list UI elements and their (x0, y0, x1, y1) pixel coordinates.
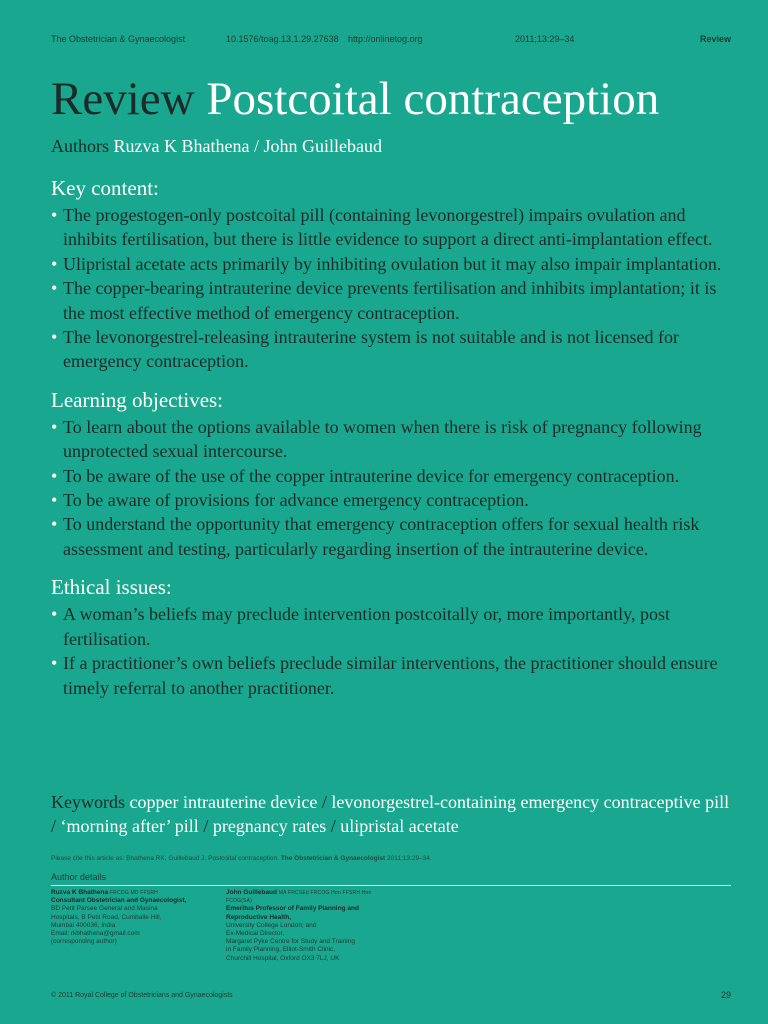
summary-sections (51, 173, 730, 711)
keyword-term: copper intrauterine device (129, 792, 318, 812)
authors-label: Authors (51, 136, 109, 156)
list-item (51, 252, 730, 276)
author-details-column (226, 889, 391, 963)
keyword-term: ‘morning after’ pill (60, 816, 199, 837)
list-item-text: To be aware of provisions for advance emergency contraception. (63, 490, 529, 511)
author-details-column (51, 889, 221, 946)
author-detail-line: University College London; and (226, 921, 317, 929)
bullet-icon: • (51, 490, 58, 511)
footer-copyright: © 2011 Royal College of Obstetricians and Gynaecologists (51, 992, 233, 999)
keywords (51, 790, 730, 839)
list-item (51, 276, 730, 325)
list-item-text: The progestogen-only postcoital pill (containing levonorgestrel) impairs ovulation and inhibits fertilisation, but there is little evidence to support a direct anti-implantation effect. (63, 205, 713, 250)
section-heading: Learning objectives: (51, 387, 224, 412)
divider (51, 885, 731, 886)
citation-journal: The Obstetrician & Gynaecologist (280, 855, 386, 862)
list-item (51, 512, 730, 561)
author-line (51, 134, 382, 158)
author-details-heading: Author details (51, 872, 107, 882)
bullet-icon: • (51, 253, 58, 274)
bullet-list (51, 602, 730, 700)
author-detail-line: Ex-Medical Director, (226, 930, 285, 938)
author-detail-name: John Guillebaud (226, 889, 277, 896)
author-detail-role: Emeritus Professor of Family Planning and Reproductive Health, (226, 905, 359, 921)
list-item (51, 464, 730, 488)
keyword-separator: / (326, 816, 341, 837)
author-detail-line: Hospitals, B Petit Road, Cumballe Hill, (51, 913, 162, 921)
list-item-text: If a practitioner’s own beliefs preclude similar interventions, the practitioner should ensure timely referral to another practitioner. (63, 653, 718, 698)
bullet-icon: • (51, 465, 58, 486)
author-detail-line: (corresponding author) (51, 938, 117, 946)
running-header-journal: The Obstetrician & Gynaecologist (51, 34, 186, 44)
citation-line (51, 855, 730, 862)
section (51, 385, 730, 561)
section (51, 572, 730, 700)
list-item-text: To learn about the options available to women when there is risk of pregnancy following unprotected sexual intercourse. (63, 416, 702, 462)
list-item-text: To be aware of the use of the copper intrauterine device for emergency contraception. (63, 465, 680, 486)
section (51, 173, 730, 374)
section-heading: Ethical issues: (51, 575, 172, 600)
bullet-icon: • (51, 653, 58, 674)
author-detail-line[interactable]: Email: rkbhathena@gmail.com (51, 930, 140, 938)
author-detail-role: Consultant Obstetrician and Gynaecologist, (51, 897, 187, 905)
author-detail-name: Ruzva K Bhathena (51, 889, 109, 896)
running-header-url[interactable]: http://onlinetog.org (348, 34, 423, 44)
bullet-icon: • (51, 514, 58, 535)
bullet-icon: • (51, 327, 58, 348)
list-item-text: The levonorgestrel-releasing intrauterine system is not suitable and is not licensed for emergency contraception. (63, 327, 679, 372)
article-main-title: Postcoital contraception (206, 73, 660, 125)
bullet-list (51, 203, 730, 374)
author-detail-line: Margaret Pyke Centre for Study and Training (226, 938, 355, 946)
author-detail-line: Churchill Hospital, Oxford OX3 7LJ, UK (226, 954, 340, 962)
running-header-section: Review (699, 34, 731, 44)
running-header (51, 34, 731, 48)
author-separator: / (253, 136, 259, 156)
running-header-year: 2011;13:29–34 (515, 34, 575, 44)
list-item (51, 203, 730, 252)
author-detail-line: BD Petit Parsee General and Masina (51, 905, 158, 913)
list-item-text: To understand the opportunity that emergency contraception offers for sexual health risk assessment and testing, particularly regarding insertion of the intrauterine device. (63, 514, 700, 559)
bullet-icon: • (51, 416, 58, 437)
list-item (51, 651, 730, 700)
author-detail-qualifications: MA FRCSEd FRCOG Hon FFSRH Hon FCOG(SA) (226, 890, 372, 905)
author-name: John Guillebaud (263, 136, 382, 156)
list-item (51, 325, 730, 374)
article-title (51, 70, 659, 128)
list-item-text: The copper-bearing intrauterine device prevents fertilisation and inhibits implantation; it is the most effective method of emergency contraception. (63, 278, 717, 323)
keyword-term: levonorgestrel-containing emergency contraceptive pill (331, 792, 730, 812)
bullet-list (51, 415, 730, 561)
list-item (51, 415, 730, 464)
citation-prefix: Please cite this article as: Bhathena RK, Guillebaud J. Postcoital contraception. (51, 855, 279, 862)
list-item-text: A woman’s beliefs may preclude intervention postcoitally or, more importantly, post fertilisation. (63, 604, 670, 649)
page-number: 29 (720, 990, 731, 1000)
list-item-text: Ulipristal acetate acts primarily by inhibiting ovulation but it may also impair implantation. (63, 253, 722, 274)
author-name: Ruzva K Bhathena (113, 136, 250, 156)
citation-suffix: 2011;13:29–34. (387, 855, 432, 862)
keyword-term: ulipristal acetate (340, 816, 459, 837)
article-type: Review (51, 73, 195, 125)
keywords-label: Keywords (51, 792, 125, 812)
running-header-doi[interactable]: 10.1576/toag.13.1.29.27638 (226, 34, 339, 44)
bullet-icon: • (51, 205, 58, 225)
author-detail-qualifications: FRCOG MD FFSRH (109, 890, 158, 896)
keyword-term: pregnancy rates (212, 816, 327, 837)
author-detail-line: Mumbai 400036, India (51, 921, 116, 929)
bullet-icon: • (51, 604, 58, 625)
keyword-separator: / (198, 816, 213, 837)
section-heading: Key content: (51, 176, 159, 200)
keyword-separator: / (51, 816, 61, 837)
list-item (51, 488, 730, 512)
author-detail-line: in Family Planning, Elliot-Smith Clinic, (226, 946, 336, 954)
list-item (51, 602, 730, 651)
keyword-separator: / (317, 792, 332, 812)
bullet-icon: • (51, 278, 58, 299)
